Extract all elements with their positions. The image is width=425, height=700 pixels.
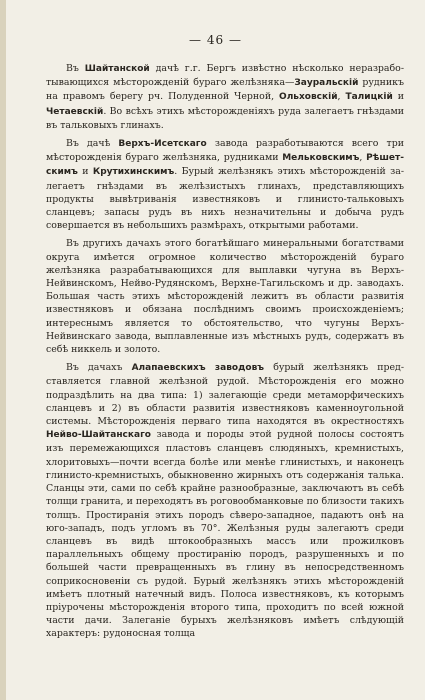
place-name: Алапаевскихъ заводовъ bbox=[131, 363, 265, 374]
text-run: , bbox=[359, 152, 367, 164]
text-run: и bbox=[77, 166, 93, 178]
text-run: Въ другихъ дачахъ этого богатѣйшаго минеральными богатствами округа имѣется огромное количество мѣсторожденій бураго желѣзняка разрабатывающихся для выплавки чугуна въ Верхъ-Нейвинскомъ, Нейво-Рудянскомъ, Верхне-Тагильскомъ и др. заводахъ. Большая часть этихъ мѣсторожденій лежитъ въ области развитія известняковъ и обязана послѣднимъ своимъ происхожденіемъ; интереснымъ является то обстоятельство, что чугуны Верхъ-Нейвинскаго завода, выплавленные изъ мѣстныхъ рудъ, содержатъ въ себѣ никкель и золото. bbox=[46, 238, 404, 356]
text-run: Въ дачѣ bbox=[66, 138, 119, 150]
place-name: Нейво-Шайтанскаго bbox=[46, 430, 151, 441]
page-text bbox=[46, 62, 404, 641]
text-run: бурый желѣзнякъ представляется главной желѣзной рудой. Мѣсторожденія его можно подраздѣлить на два типа: 1) залегающіе среди метаморфическихъ сланцевъ и 2) въ области развитія известняковъ каменноугольной системы. Мѣсторожденія перваго типа находятся въ окрестностяхъ bbox=[46, 362, 405, 428]
text-run: и bbox=[392, 91, 404, 103]
paragraph bbox=[46, 361, 404, 640]
place-name: Крутихинскимъ bbox=[92, 167, 175, 178]
place-name: Зауральскій bbox=[294, 78, 359, 89]
text-run: дачѣ г.г. Бергъ извѣстно нѣсколько неразработывающихся мѣсторожденій бураго желѣзняка— bbox=[46, 63, 404, 89]
paragraph bbox=[46, 237, 404, 356]
text-run: рудникъ на правомъ берегу рч. Полуденной Черной, bbox=[46, 77, 404, 103]
place-name: Шайтанской bbox=[84, 64, 150, 74]
paragraph bbox=[46, 137, 404, 232]
place-name: Рѣшетскимъ bbox=[46, 153, 404, 178]
place-name: Верхъ-Исетскаго bbox=[118, 139, 207, 150]
text-run: Въ дачахъ bbox=[66, 362, 132, 374]
text-run: , bbox=[337, 91, 346, 103]
text-run: завода разработываются всего три мѣсторожденія бураго желѣзняка, рудниками bbox=[46, 138, 404, 164]
text-run: . Во всѣхъ этихъ мѣсторожденіяхъ руда залегаетъ гнѣздами въ тальковыхъ глинахъ. bbox=[46, 105, 404, 131]
place-name: Четаевскій bbox=[46, 106, 104, 117]
text-run: Въ bbox=[66, 63, 85, 74]
paragraph bbox=[46, 62, 404, 132]
page-number: — 46 — bbox=[189, 33, 242, 47]
place-name: Мельковскимъ bbox=[282, 153, 360, 164]
place-name: Талицкій bbox=[345, 92, 393, 103]
place-name: Ольховскій bbox=[279, 92, 338, 103]
text-run: завода и породы этой рудной полосы состоятъ изъ перемежающихся пластовъ сланцевъ слюдяныхъ, кремнистыхъ, хлоритовыхъ—почти всегда болѣе или менѣе глинистыхъ, и наконецъ глинисто-кремнистыхъ, обыкновенно жирныхъ отъ содержанія талька. Сланцы эти, сами по себѣ крайне разнообразные, заключаютъ въ себѣ толщи гранита, и переходятъ въ роговообманковые по близости такихъ толщъ. Простиранія этихъ породъ сѣверо-западное, падаютъ онѣ на юго-западъ, подъ угломъ въ 70°. Желѣзныя руды залегаютъ среди сланцевъ въ видѣ штокообразныхъ массъ или прожилковъ параллельныхъ общему простиранію породъ, разрушенныхъ и по большей части превращенныхъ въ глину въ непосредственномъ соприкосновеніи съ рудой. Бурый желѣзнякъ этихъ мѣсторожденій имѣетъ плотный натечный видъ. Полоса известняковъ, къ которымъ пріурочены мѣсторожденія второго типа, проходитъ по всей южной части дачи. Залеганіе бурыхъ желѣзняковъ имѣетъ слѣдующій характеръ: рудоносная толща bbox=[46, 429, 404, 640]
text-run: . Бурый желѣзнякъ этихъ мѣсторожденій залегаетъ гнѣздами въ желѣзистыхъ глинахъ, представляющихъ продукты вывѣтриванія известняковъ и глинисто-тальковыхъ сланцевъ; запасы рудъ въ нихъ незначительны и добыча рудъ совершается въ небольшихъ размѣрахъ, открытыми работами. bbox=[46, 166, 404, 232]
